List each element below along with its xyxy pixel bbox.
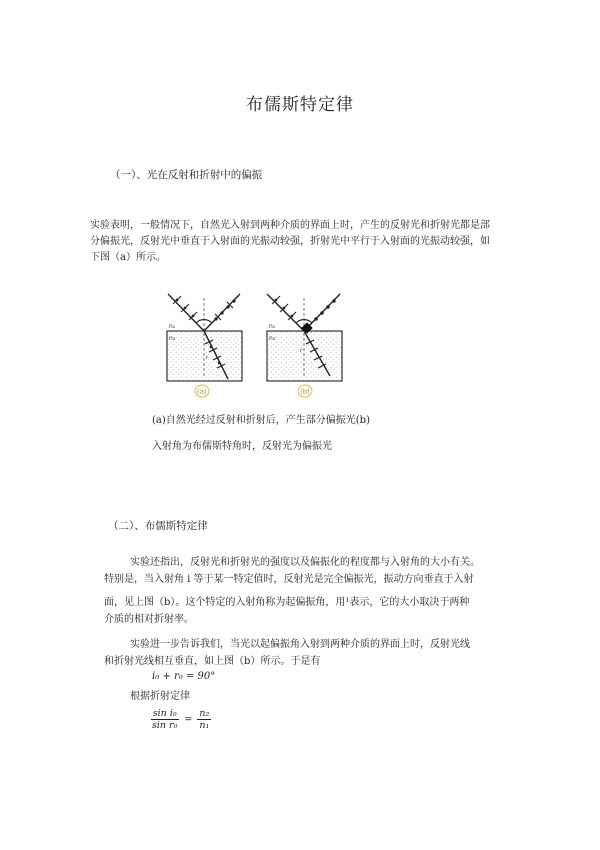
section-2-heading: （二）、布儒斯特定律 xyxy=(108,520,208,532)
section-1-paragraph xyxy=(90,218,530,266)
right-fraction xyxy=(197,708,211,731)
paragraph-line: 面，见上图（b）。这个特定的入射角称为起偏振角，用¹表示，它的大小取决于两种 xyxy=(104,597,470,608)
right-denominator: n₁ xyxy=(199,720,210,731)
snell-law-equation xyxy=(150,708,211,731)
medium-block-a xyxy=(167,331,242,381)
paragraph-line: 介质的相对折射率。 xyxy=(104,613,194,625)
left-numerator: sin i₀ xyxy=(152,708,177,719)
figure-caption-line-2: 入射角为布儒斯特角时，反射光为偏振光 xyxy=(152,441,332,452)
brewster-angle-equation: i₀ + r₀ = 90° xyxy=(152,671,216,682)
n2-label-b: n₂ xyxy=(269,335,276,342)
page-title: 布儒斯特定律 xyxy=(246,95,354,115)
r-label-b: r xyxy=(300,348,303,354)
paragraph-line: 和折射光线相互垂直，如上图（b）所示。于是有 xyxy=(104,656,321,667)
equals-sign: = xyxy=(184,714,193,725)
medium-block-b xyxy=(267,331,342,381)
paragraph-line: 特别是，当入射角 i 等于某一特定值时，反射光是完全偏振光，振动方向垂直于入射 xyxy=(104,573,474,585)
left-fraction xyxy=(150,708,179,731)
paragraph-line: 分偏振光，反射光中垂直于入射面的光振动较强，折射光中平行于入射面的光振动较强，如 xyxy=(90,236,490,247)
section-2-paragraph-2 xyxy=(104,636,524,670)
panel-label-a: (a) xyxy=(197,388,207,396)
section-1-heading: （一）、光在反射和折射中的偏振 xyxy=(110,169,263,181)
n2-label-a: n₂ xyxy=(169,335,176,342)
figure-panel-a xyxy=(167,294,242,397)
paragraph-line: 实验还指出，反射光和折射光的强度以及偏振化的程度都与入射角的大小有关。 xyxy=(130,557,480,568)
paragraph-line: 下图（a）所示。 xyxy=(90,252,166,263)
section-2-paragraph-1 xyxy=(104,555,524,628)
n1-label-b: n₁ xyxy=(269,323,276,330)
panel-label-b: (b) xyxy=(300,388,310,396)
angle-arc-a xyxy=(196,320,212,323)
polarization-figure xyxy=(150,286,360,404)
right-numerator: n₂ xyxy=(199,708,210,719)
refraction-law-label: 根据折射定律 xyxy=(130,691,190,702)
paragraph-line: 实验表明，一般情况下，自然光入射到两种介质的界面上时，产生的反射光和折射光都是部 xyxy=(90,220,490,231)
figure-panel-b xyxy=(267,294,342,397)
left-denominator: sin r₀ xyxy=(152,720,178,731)
n1-label-a: n₁ xyxy=(169,323,176,330)
figure-caption-line-1: (a)自然光经过反射和折射后，产生部分偏振光(b) xyxy=(152,415,370,426)
r-label-a: r xyxy=(206,355,209,361)
paragraph-line: 实验进一步告诉我们，当光以起偏振角入射到两种介质的界面上时，反射光线 xyxy=(130,639,470,650)
angle-arc-b xyxy=(296,320,312,323)
